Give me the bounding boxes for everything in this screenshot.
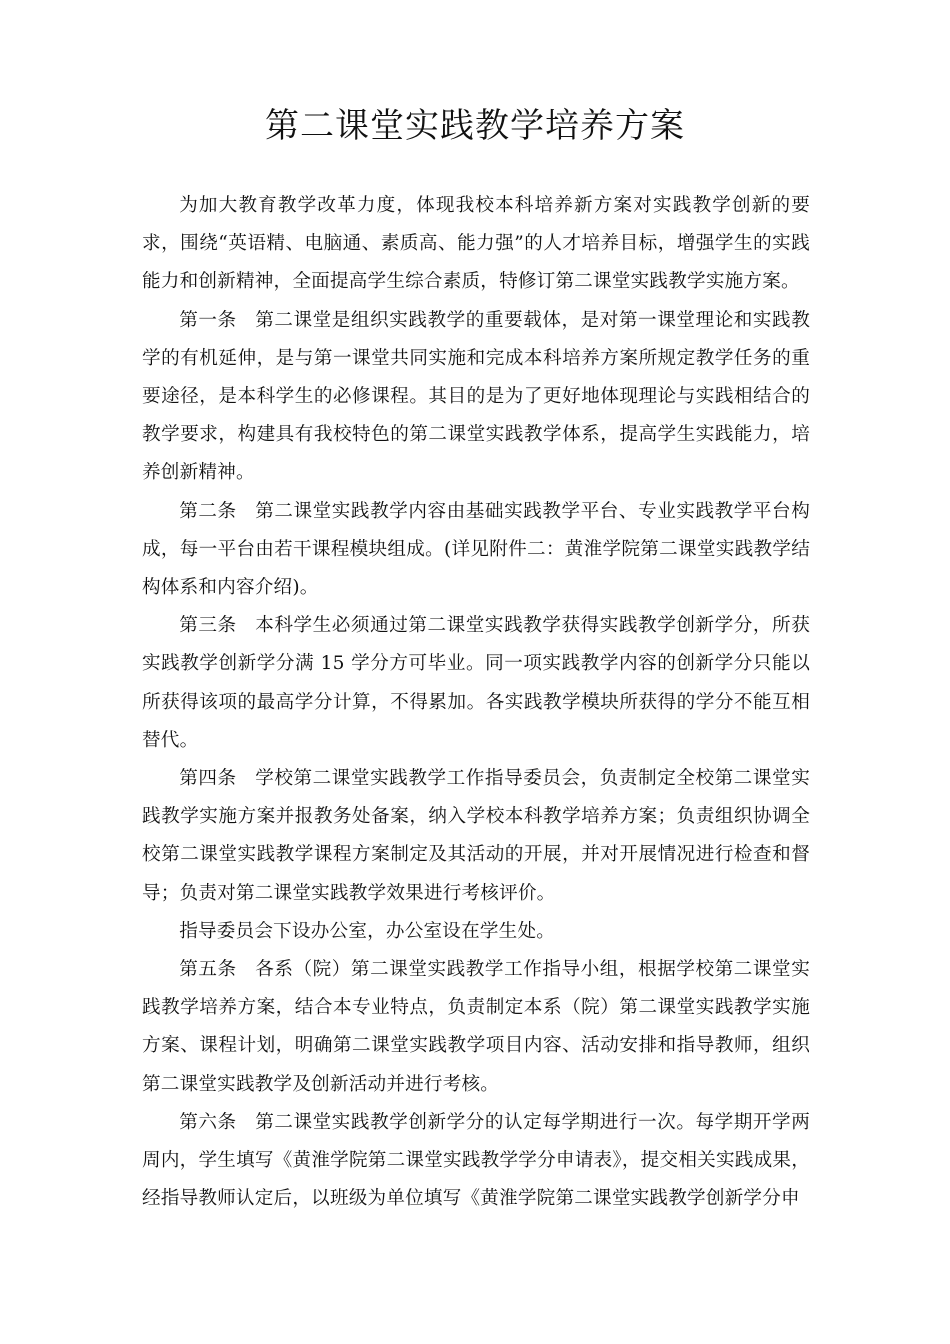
article-number: 第一条 — [179, 309, 237, 331]
article-number: 第六条 — [179, 1111, 237, 1133]
document-body — [142, 187, 810, 1218]
paragraph-text: 学校第二课堂实践教学工作指导委员会，负责制定全校第二课堂实践教学实施方案并报教务处备案，纳入学校本科教学培养方案；负责组织协调全校第二课堂实践教学课程方案制定及其活动的开展，并对开展情况进行检查和督导；负责对第二课堂实践教学效果进行考核评价。 — [142, 768, 810, 904]
paragraph-text: 指导委员会下设办公室，办公室设在学生处。 — [179, 920, 556, 942]
paragraph-intro — [142, 187, 810, 302]
paragraph-article-5 — [142, 951, 810, 1104]
paragraph-text: 第二课堂实践教学内容由基础实践教学平台、专业实践教学平台构成，每一平台由若干课程模块组成。(详见附件二：黄淮学院第二课堂实践教学结构体系和内容介绍)。 — [142, 500, 810, 599]
paragraph-text: 各系（院）第二课堂实践教学工作指导小组，根据学校第二课堂实践教学培养方案，结合本专业特点，负责制定本系（院）第二课堂实践教学实施方案、课程计划，明确第二课堂实践教学项目内容、活动安排和指导教师，组织第二课堂实践教学及创新活动并进行考核。 — [142, 959, 810, 1095]
article-number: 第四条 — [179, 768, 237, 790]
paragraph-article-6 — [142, 1104, 810, 1219]
paragraph-article-1 — [142, 302, 810, 493]
paragraph-text: 本科学生必须通过第二课堂实践教学获得实践教学创新学分，所获实践教学创新学分满 15 学分方可毕业。同一项实践教学内容的创新学分只能以所获得该项的最高学分计算，不得累加。各实践教学模块所获得的学分不能互相替代。 — [142, 615, 810, 751]
document-title: 第二课堂实践教学培养方案 — [265, 106, 685, 146]
article-number: 第二条 — [179, 500, 237, 522]
paragraph-article-2 — [142, 493, 810, 608]
article-number: 第五条 — [179, 959, 237, 981]
paragraph-text: 第二课堂是组织实践教学的重要载体，是对第一课堂理论和实践教学的有机延伸，是与第一课堂共同实施和完成本科培养方案所规定教学任务的重要途径，是本科学生的必修课程。其目的是为了更好地体现理论与实践相结合的教学要求，构建具有我校特色的第二课堂实践教学体系，提高学生实践能力，培养创新精神。 — [142, 309, 810, 484]
paragraph-text: 为加大教育教学改革力度，体现我校本科培养新方案对实践教学创新的要求，围绕“英语精、电脑通、素质高、能力强”的人才培养目标，增强学生的实践能力和创新精神，全面提高学生综合素质，特修订第二课堂实践教学实施方案。 — [142, 195, 810, 293]
article-number: 第三条 — [179, 615, 237, 637]
paragraph-article-3 — [142, 607, 810, 760]
paragraph-office-note — [142, 913, 810, 951]
paragraph-article-4 — [142, 760, 810, 913]
paragraph-text: 第二课堂实践教学创新学分的认定每学期进行一次。每学期开学两周内，学生填写《黄淮学院第二课堂实践教学学分申请表》，提交相关实践成果，经指导教师认定后，以班级为单位填写《黄淮学院第二课堂实践教学创新学分申 — [142, 1111, 810, 1210]
